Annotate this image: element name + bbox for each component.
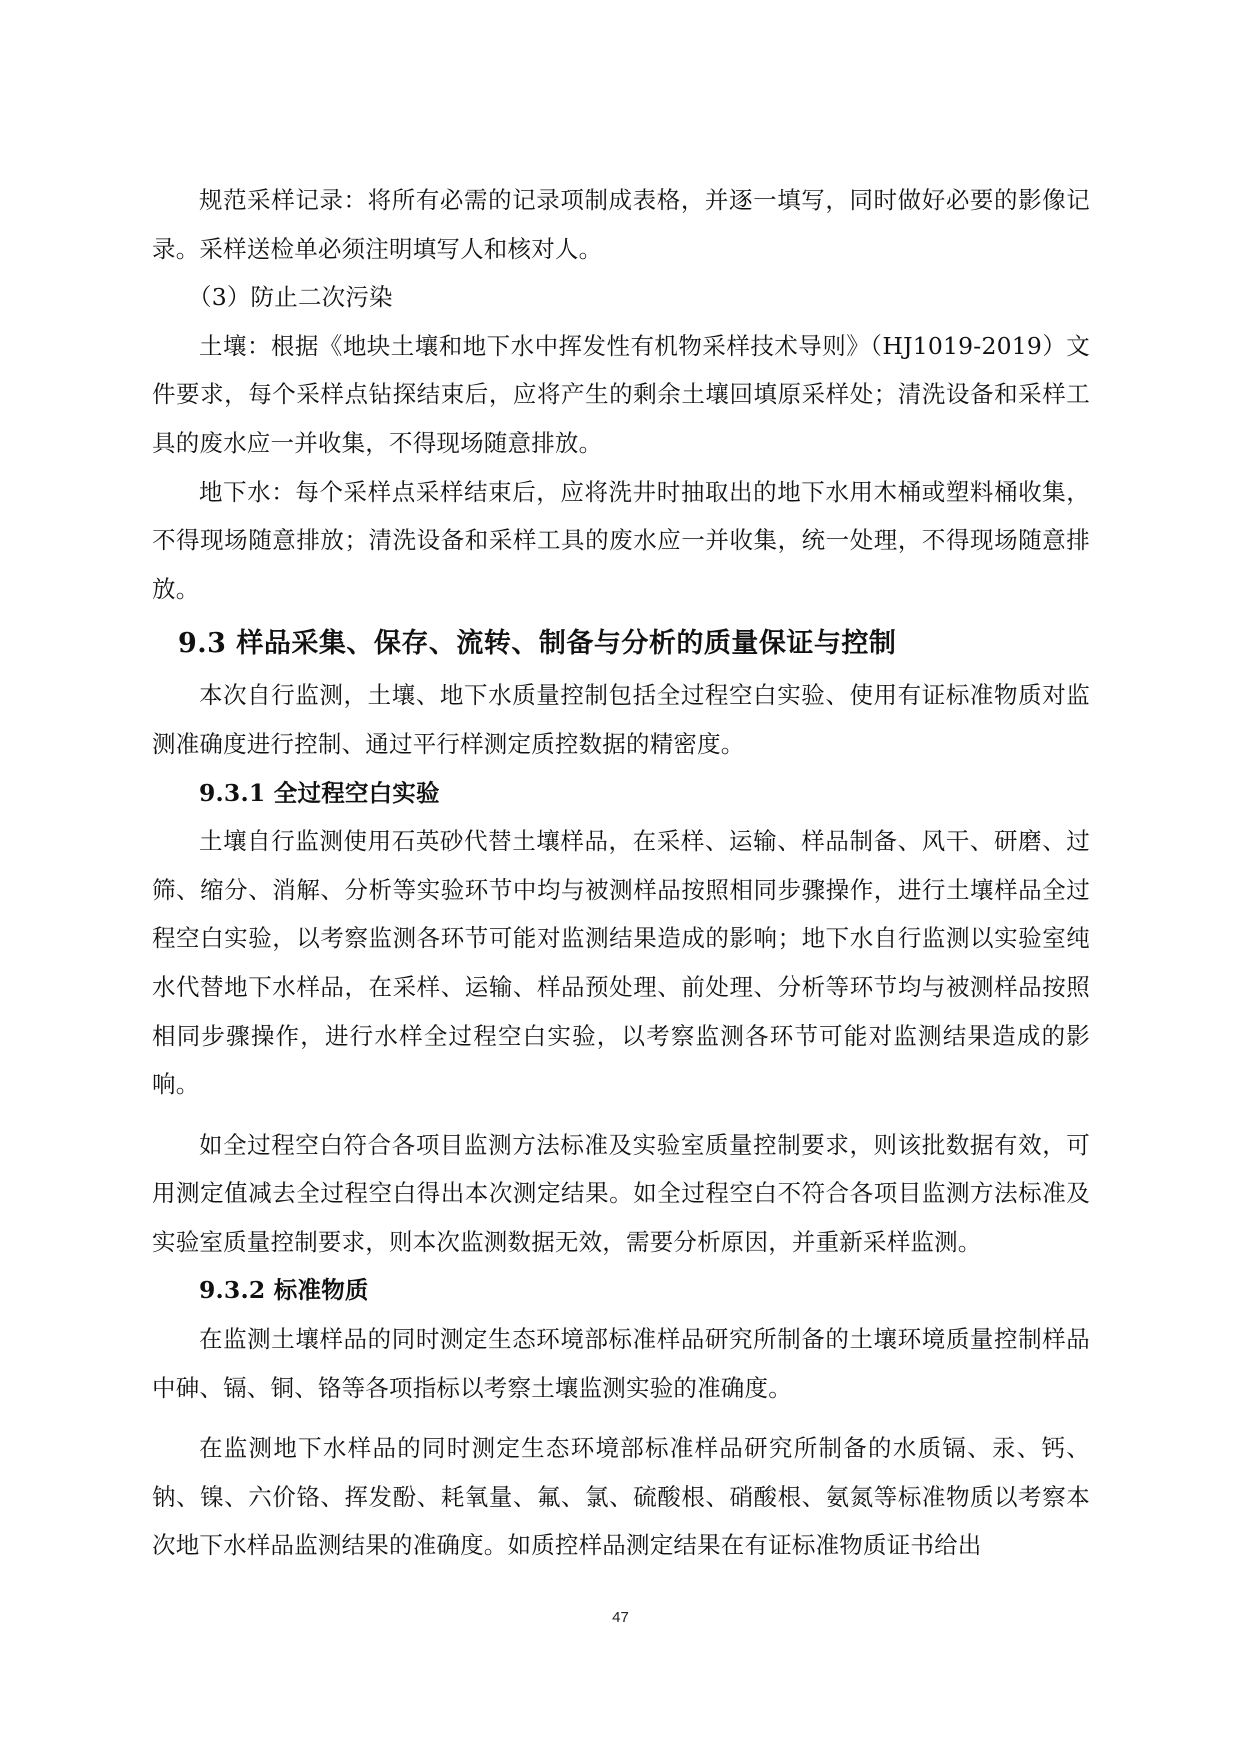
- page-number: 47: [612, 1609, 629, 1626]
- section-heading-9-3: 9.3 样品采集、保存、流转、制备与分析的质量保证与控制: [178, 628, 897, 660]
- paragraph-9-3-intro: 本次自行监测，土壤、地下水质量控制包括全过程空白实验、使用有证标准物质对监测准确度进行控制、通过平行样测定质控数据的精密度。: [152, 681, 1090, 758]
- paragraph-9-3-2-soil-reference: 在监测土壤样品的同时测定生态环境部标准样品研究所制备的土壤环境质量控制样品中砷、镉、铜、铬等各项指标以考察土壤监测实验的准确度。: [152, 1325, 1090, 1402]
- paragraph-9-3-2-water-reference: 在监测地下水样品的同时测定生态环境部标准样品研究所制备的水质镉、汞、钙、钠、镍、六价铬、挥发酚、耗氧量、氟、氯、硫酸根、硝酸根、氨氮等标准物质以考察本次地下水样品监测结果的准确度。如质控样品测定结果在有证标准物质证书给出: [152, 1434, 1090, 1560]
- paragraph-9-3-1-blank-experiment: 土壤自行监测使用石英砂代替土壤样品，在采样、运输、样品制备、风干、研磨、过筛、缩分、消解、分析等实验环节中均与被测样品按照相同步骤操作，进行土壤样品全过程空白实验，以考察监测各环节可能对监测结果造成的影响；地下水自行监测以实验室纯水代替地下水样品，在采样、运输、样品预处理、前处理、分析等环节均与被测样品按照相同步骤操作，进行水样全过程空白实验，以考察监测各环节可能对监测结果造成的影响。: [152, 827, 1090, 1099]
- paragraph-9-3-1-validity: 如全过程空白符合各项目监测方法标准及实验室质量控制要求，则该批数据有效，可用测定值减去全过程空白得出本次测定结果。如全过程空白不符合各项目监测方法标准及实验室质量控制要求，则本次监测数据无效，需要分析原因，并重新采样监测。: [152, 1130, 1090, 1256]
- list-item-prevent-secondary-pollution: （3）防止二次污染: [188, 283, 393, 312]
- paragraph-sampling-records: 规范采样记录：将所有必需的记录项制成表格，并逐一填写，同时做好必要的影像记录。采样送检单必须注明填写人和核对人。: [152, 186, 1090, 263]
- section-heading-9-3-2: 9.3.2 标准物质: [199, 1276, 369, 1305]
- page-content: [152, 176, 1090, 1570]
- section-heading-9-3-1: 9.3.1 全过程空白实验: [199, 778, 440, 807]
- paragraph-soil: 土壤：根据《地块土壤和地下水中挥发性有机物采样技术导则》（HJ1019-2019）文件要求，每个采样点钻探结束后，应将产生的剩余土壤回填原采样处；清洗设备和采样工具的废水应一并收集，不得现场随意排放。: [152, 331, 1090, 457]
- paragraph-groundwater: 地下水：每个采样点采样结束后，应将洗井时抽取出的地下水用木桶或塑料桶收集，不得现场随意排放；清洗设备和采样工具的废水应一并收集，统一处理，不得现场随意排放。: [152, 477, 1090, 603]
